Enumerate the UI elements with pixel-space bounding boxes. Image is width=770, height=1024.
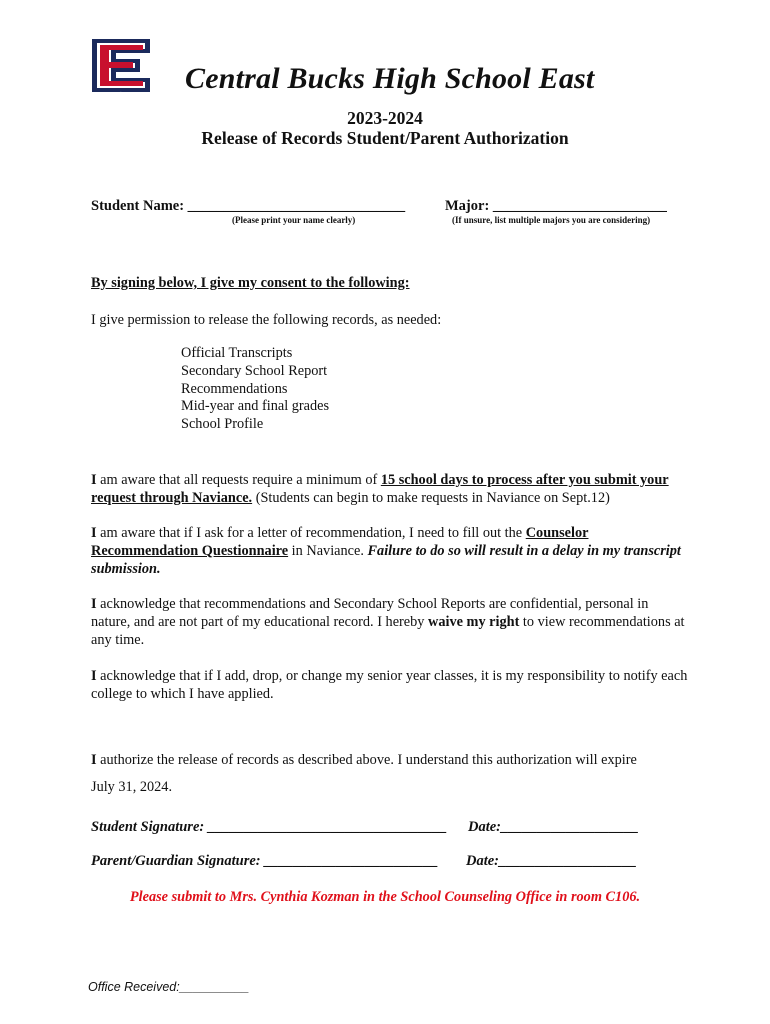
statement-processing-time: I am aware that all requests require a minimum of 15 school days to process after you submit your request through Naviance. (Students can begin to make requests in Naviance on Sept.12) — [91, 472, 669, 506]
major-hint: (If unsure, list multiple majors you are considering) — [452, 215, 651, 225]
statement-schedule-change: I acknowledge that if I add, drop, or change my senior year classes, it is my responsibility to notify each college to which I have applied. — [91, 668, 688, 702]
student-name-field[interactable]: Student Name: ______________________________ — [91, 198, 406, 214]
statement-recommendation: I am aware that if I ask for a letter of recommendation, I need to fill out the Counselor Recommendation Questionnaire in Naviance. Failure to do so will result in a delay in my transcript submission. — [91, 525, 681, 577]
list-item: Recommendations — [181, 380, 288, 397]
submit-instructions: Please submit to Mrs. Cynthia Kozman in the School Counseling Office in room C106. — [129, 889, 641, 905]
list-item: Mid-year and final grades — [181, 398, 330, 415]
office-received-field[interactable]: Office Received:__________ — [88, 980, 250, 994]
consent-heading: By signing below, I give my consent to the following: — [91, 275, 410, 291]
major-field[interactable]: Major: ________________________ — [445, 198, 667, 214]
student-signature-field[interactable]: Student Signature: _________________________________ — [91, 819, 448, 835]
student-date-field[interactable]: Date:___________________ — [468, 819, 639, 835]
parent-signature-field[interactable]: Parent/Guardian Signature: ________________________ — [91, 853, 439, 869]
list-item: Secondary School Report — [181, 362, 328, 379]
list-item: Official Transcripts — [181, 345, 293, 361]
list-item: School Profile — [181, 416, 264, 433]
permission-text: I give permission to release the following records, as needed: — [91, 312, 442, 328]
expiration-date: July 31, 2024. — [91, 779, 173, 795]
svg-text:E: E — [120, 92, 122, 93]
records-list — [181, 345, 329, 434]
school-year: 2023-2024 — [347, 108, 423, 128]
school-name: Central Bucks High School East — [185, 62, 595, 95]
school-logo — [90, 37, 152, 94]
parent-date-field[interactable]: Date:___________________ — [466, 853, 637, 869]
student-name-hint: (Please print your name clearly) — [232, 215, 356, 225]
form-title: Release of Records Student/Parent Authorization — [201, 128, 569, 148]
statement-authorization: I authorize the release of records as described above. I understand this authorization will expire July 31, 2024. — [91, 752, 637, 795]
statement-waiver: I acknowledge that recommendations and Secondary School Reports are confidential, personal in nature, and are not part of my educational record. I hereby waive my right to view recommendations at any time. — [91, 596, 685, 648]
